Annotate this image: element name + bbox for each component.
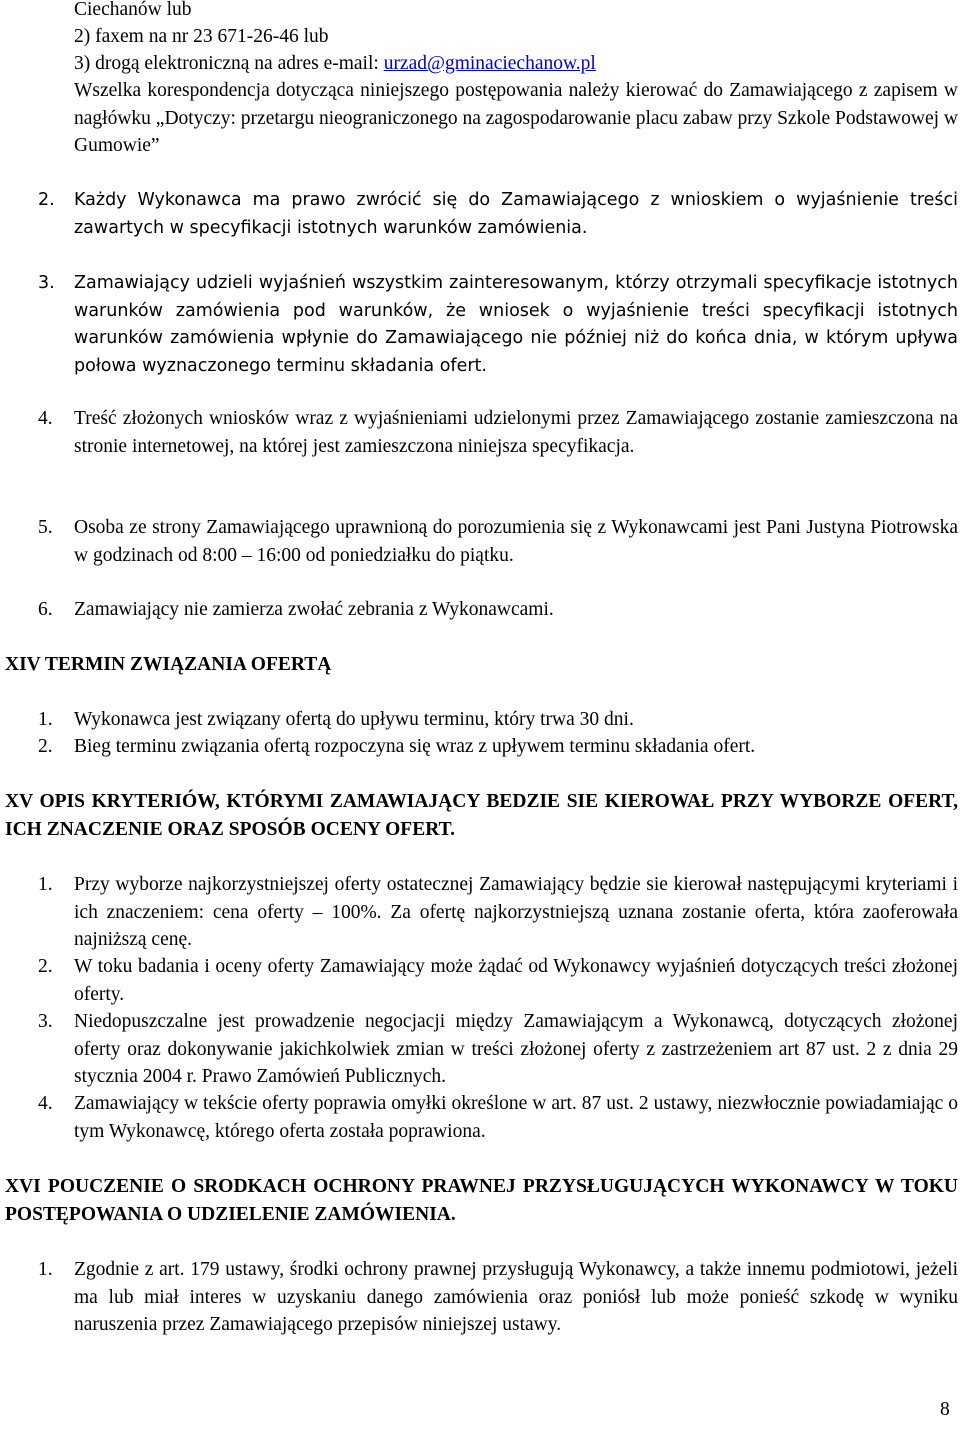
- item-number: 4.: [38, 1093, 53, 1114]
- intro-line-2: 2) faxem na nr 23 671-26-46 lub: [74, 26, 329, 47]
- list-item: Osoba ze strony Zamawiającego uprawnioną do porozumienia się z Wykonawcami jest Pani Justyna Piotrowska w godzinach od 8:00 – 16:00 od poniedziałku do piątku.: [74, 517, 958, 566]
- list-item: Zamawiający w tekście oferty poprawia omyłki określone w art. 87 ust. 2 ustawy, niezwłocznie powiadamiając o tym Wykonawcę, którego oferta została poprawiona.: [74, 1093, 958, 1142]
- section-heading-xiv: XIV TERMIN ZWIĄZANIA OFERTĄ: [5, 654, 332, 675]
- email-label: 3) drogą elektroniczną na adres e-mail:: [74, 53, 384, 74]
- list-item: W toku badania i oceny oferty Zamawiający może żądać od Wykonawcy wyjaśnień dotyczących treści złożonej oferty.: [74, 956, 958, 1005]
- list-item: Przy wyborze najkorzystniejszej oferty ostatecznej Zamawiający będzie sie kierował następującymi kryteriami i ich znaczeniem: cena oferty – 100%. Za ofertę najkorzystniejszą uznana zostanie oferta, która zaoferowała najniższą cenę.: [74, 874, 958, 950]
- item-number: 3.: [38, 273, 55, 293]
- list-item: Zgodnie z art. 179 ustawy, środki ochrony prawnej przysługują Wykonawcy, a także innemu podmiotowi, jeżeli ma lub miał interes w uzyskaniu danego zamówienia oraz poniósł lub może ponieść szkodę w wyniku naruszenia przez Zamawiającego przepisów niniejszej ustawy.: [74, 1259, 958, 1335]
- correspondence-paragraph: Wszelka korespondencja dotycząca niniejszego postępowania należy kierować do Zamawiającego z zapisem w nagłówku „Dotyczy: przetargu nieograniczonego na zagospodarowanie placu zabaw przy Szkole Podstawowej w Gumowie”: [74, 80, 958, 156]
- list-item: Niedopuszczalne jest prowadzenie negocjacji między Zamawiającym a Wykonawcą, dotyczących złożonej oferty oraz dokonywanie jakichkolwiek zmian w treści złożonej oferty z zastrzeżeniem art 87 ust. 2 z dnia 29 stycznia 2004 r. Prawo Zamówień Publicznych.: [74, 1011, 958, 1087]
- item-number: 6.: [38, 599, 53, 620]
- item-number: 2.: [38, 736, 53, 757]
- list-item: Zamawiający udzieli wyjaśnień wszystkim zainteresowanym, którzy otrzymali specyfikacje istotnych warunków zamówienia pod warunków, że wniosek o wyjaśnienie treści specyfikacji istotnych warunków zamówienia wpłynie do Zamawiającego nie później niż do końca dnia, w którym upływa połowa wyznaczonego terminu składania ofert.: [74, 273, 958, 376]
- item-number: 1.: [38, 1259, 53, 1280]
- page-number: 8: [940, 1399, 950, 1420]
- item-number: 3.: [38, 1011, 53, 1032]
- list-item: Wykonawca jest związany ofertą do upływu terminu, który trwa 30 dni.: [74, 709, 634, 730]
- list-item: Zamawiający nie zamierza zwołać zebrania z Wykonawcami.: [74, 599, 554, 620]
- intro-line-1: Ciechanów lub: [74, 0, 192, 20]
- item-number: 4.: [38, 408, 53, 429]
- item-number: 5.: [38, 517, 53, 538]
- email-link[interactable]: urzad@gminaciechanow.pl: [383, 53, 596, 74]
- intro-line-3: [74, 50, 958, 78]
- list-item: Każdy Wykonawca ma prawo zwrócić się do Zamawiającego z wnioskiem o wyjaśnienie treści zawartych w specyfikacji istotnych warunków zamówienia.: [74, 190, 958, 238]
- section-heading-xv: XV OPIS KRYTERIÓW, KTÓRYMI ZAMAWIAJĄCY BEDZIE SIE KIEROWAŁ PRZY WYBORZE OFERT, ICH ZNACZENIE ORAZ SPOSÓB OCENY OFERT.: [5, 791, 958, 840]
- section-heading-xvi: XVI POUCZENIE O SRODKACH OCHRONY PRAWNEJ PRZYSŁUGUJĄCYCH WYKONAWCY W TOKU POSTĘPOWANIA O UDZIELENIE ZAMÓWIENIA.: [5, 1176, 958, 1225]
- list-item: Bieg terminu związania ofertą rozpoczyna się wraz z upływem terminu składania ofert.: [74, 736, 756, 757]
- item-number: 1.: [38, 874, 53, 895]
- item-number: 1.: [38, 709, 53, 730]
- item-number: 2.: [38, 956, 53, 977]
- item-number: 2.: [38, 190, 55, 210]
- list-item: Treść złożonych wniosków wraz z wyjaśnieniami udzielonymi przez Zamawiającego zostanie zamieszczona na stronie internetowej, na której jest zamieszczona niniejsza specyfikacja.: [74, 408, 958, 457]
